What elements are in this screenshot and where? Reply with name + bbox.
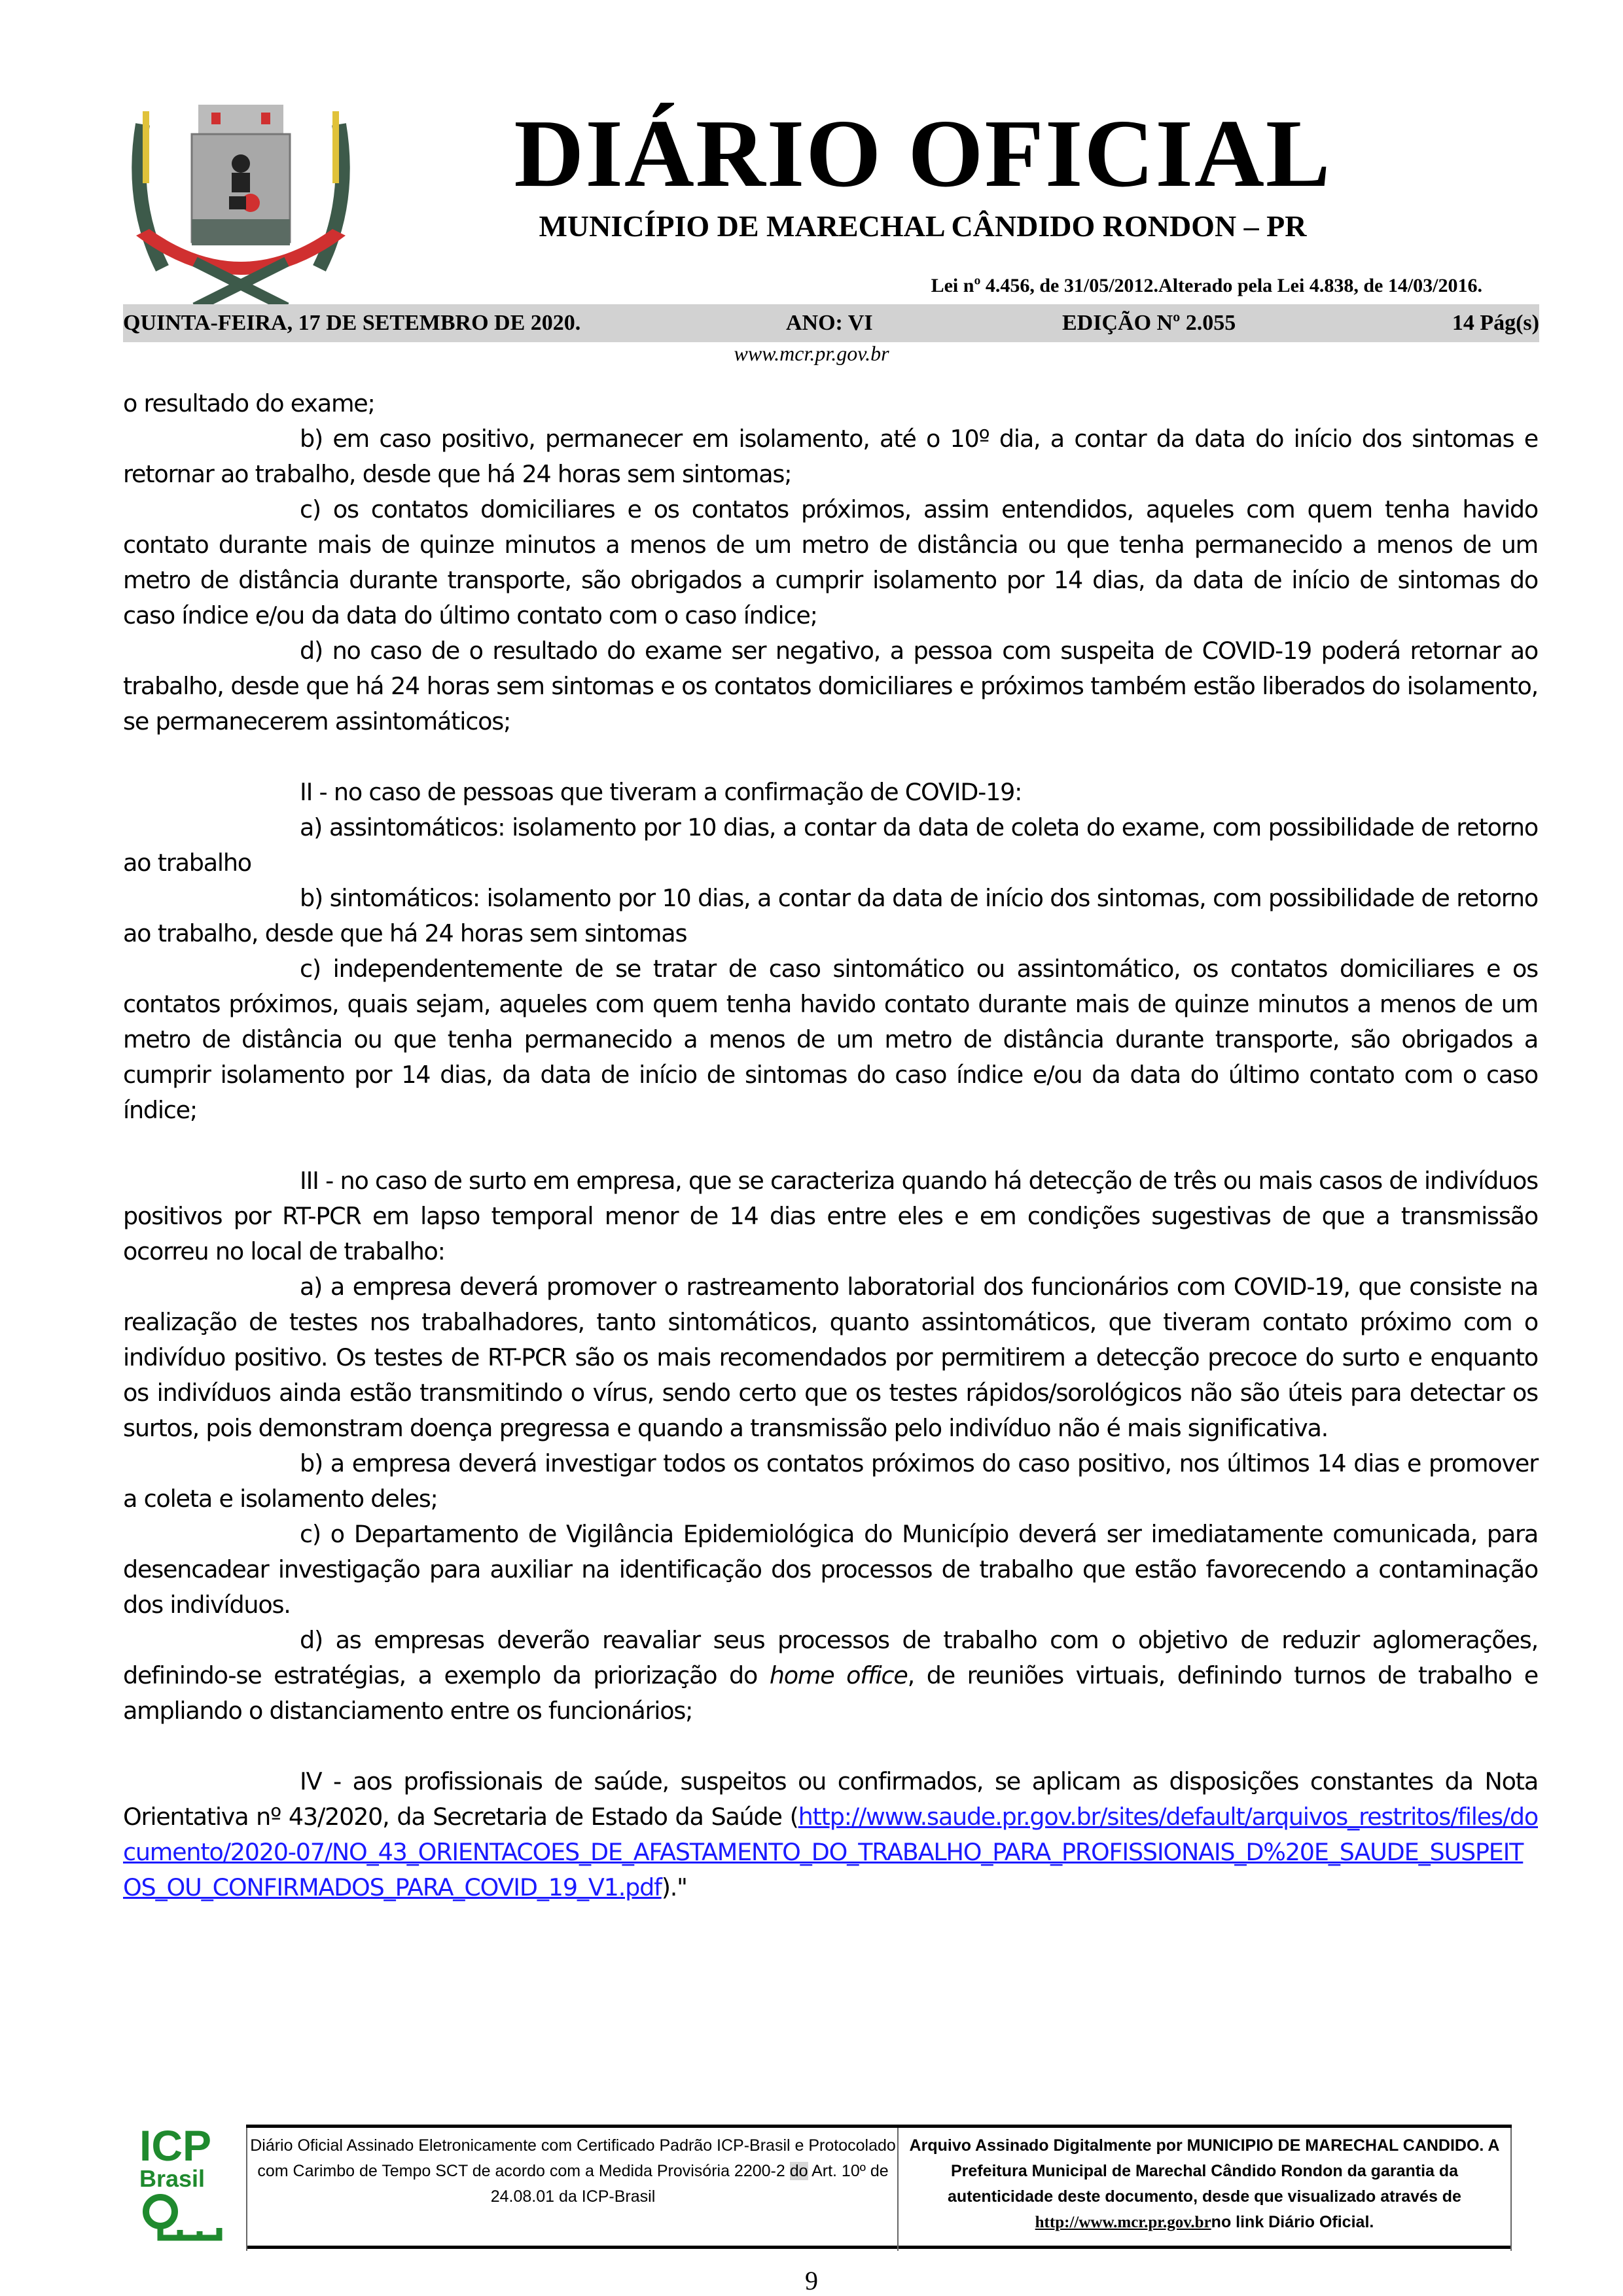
paragraph: c) o Departamento de Vigilância Epidemiológica do Município deverá ser imediatamente comunicada, para desencadear investigação para auxiliar na identificação dos processos de trabalho que estão favorecendo a contaminação dos indivíduos.	[123, 1520, 1538, 1619]
edition-info-bar	[123, 304, 1539, 342]
section-heading: III - no caso de surto em empresa, que se caracteriza quando há detecção de três ou mais casos de indivíduos positivos por RT-PCR em lapso temporal menor de 14 dias entre eles e em condições sugestivas de que a transmissão ocorreu no local de trabalho:	[123, 1167, 1538, 1265]
municipal-coat-of-arms-icon	[123, 98, 359, 314]
signature-notice-box	[246, 2125, 1512, 2249]
website-link[interactable]: www.mcr.pr.gov.br	[734, 342, 889, 365]
authenticity-notice: Arquivo Assinado Digitalmente por MUNICIPIO DE MARECHAL CANDIDO. A Prefeitura Municipal de Marechal Cândido Rondon da garantia da autenticidade deste documento, desde que visualizado através de http://www.mcr.pr.gov.brno link Diário Oficial.	[897, 2128, 1512, 2251]
svg-text:ICP: ICP	[139, 2121, 212, 2170]
page-number: 9	[805, 2266, 818, 2295]
paragraph: b) em caso positivo, permanecer em isolamento, até o 10º dia, a contar da data do início dos sintomas e retornar ao trabalho, desde que há 24 horas sem sintomas;	[123, 425, 1538, 488]
law-reference: Lei nº 4.456, de 31/05/2012.Alterado pela Lei 4.838, de 14/03/2016.	[931, 275, 1482, 296]
paragraph: a) a empresa deverá promover o rastreamento laboratorial dos funcionários com COVID-19, que consiste na realização de testes nos trabalhadores, tanto sintomáticos, quanto assintomáticos, que tiveram contato próximo com o indivíduo positivo. Os testes de RT-PCR são os mais recomendados por permitirem a detecção precoce do surto e enquanto os indivíduos ainda estão transmitindo o vírus, sendo certo que os testes rápidos/sorológicos não são úteis para detectar os surtos, pois demonstram doença pregressa e quando a transmissão pelo indivíduo não é mais significativa.	[123, 1273, 1538, 1442]
page-count: 14 Pág(s)	[1452, 311, 1539, 335]
document-body	[123, 386, 1538, 1905]
issue-date: QUINTA-FEIRA, 17 DE SETEMBRO DE 2020.	[123, 311, 581, 335]
paragraph: b) sintomáticos: isolamento por 10 dias, a contar da data de início dos sintomas, com possibilidade de retorno ao trabalho, desde que há 24 horas sem sintomas	[123, 884, 1538, 947]
paragraph: d) no caso de o resultado do exame ser negativo, a pessoa com suspeita de COVID-19 poderá retornar ao trabalho, desde que há 24 horas sem sintomas e os contatos domiciliares e próximos também estão liberados do isolamento, se permanecerem assintomáticos;	[123, 637, 1538, 735]
section-heading: II - no caso de pessoas que tiveram a confirmação de COVID-19:	[300, 778, 1022, 806]
certificate-notice: Diário Oficial Assinado Eletronicamente com Certificado Padrão ICP-Brasil e Protocolado com Carimbo de Tempo SCT de acordo com a Medida Provisória 2200-2 do Art. 10º de 24.08.01 da ICP-Brasil	[246, 2128, 899, 2251]
nota-orientativa-link[interactable]: http://www.saude.pr.gov.br/sites/default/arquivos_restritos/files/documento/2020-07/NO_43_ORIENTACOES_DE_AFASTAMENTO_DO_TRABALHO_PARA_PROFISSIONAIS_D%20E_SAUDE_SUSPEITOS_OU_CONFIRMADOS_PARA_COVID_19_V1.pdf	[123, 1803, 1538, 1901]
publication-title: DIÁRIO OFICIAL	[514, 100, 1332, 207]
svg-text:Brasil: Brasil	[139, 2165, 205, 2192]
paragraph: o resultado do exame;	[123, 389, 375, 417]
icp-brasil-logo-icon	[134, 2120, 232, 2244]
paragraph: c) independentemente de se tratar de caso sintomático ou assintomático, os contatos domiciliares e os contatos próximos, quais sejam, aqueles com quem tenha havido contato durante mais de quinze minutos a menos de um metro de distância ou que tenha permanecido a menos de um metro de distância durante transporte, são obrigados a cumprir isolamento por 14 dias, da data de início de sintomas do caso índice e/ou da data do último contato com o caso índice;	[123, 955, 1538, 1124]
diario-oficial-link[interactable]: http://www.mcr.pr.gov.br	[1035, 2214, 1211, 2231]
issue-year: ANO: VI	[786, 311, 873, 335]
edition-number: EDIÇÃO Nº 2.055	[1062, 311, 1236, 335]
section-heading: IV - aos profissionais de saúde, suspeitos ou confirmados, se aplicam as disposições constantes da Nota Orientativa nº 43/2020, da Secretaria de Estado da Saúde (http://www.saude.pr.gov.br/sites/default/arquivos_restritos/files/documento/2020-07/NO_43_ORIENTACOES_DE_AFASTAMENTO_DO_TRABALHO_PARA_PROFISSIONAIS_D%20E_SAUDE_SUSPEITOS_OU_CONFIRMADOS_PARA_COVID_19_V1.pdf)."	[123, 1767, 1538, 1901]
paragraph: a) assintomáticos: isolamento por 10 dias, a contar da data de coleta do exame, com possibilidade de retorno ao trabalho	[123, 813, 1538, 877]
municipality-subtitle: MUNICÍPIO DE MARECHAL CÂNDIDO RONDON – PR	[539, 209, 1307, 243]
paragraph: c) os contatos domiciliares e os contatos próximos, assim entendidos, aqueles com quem tenha havido contato durante mais de quinze minutos a menos de um metro de distância ou que tenha permanecido a menos de um metro de distância durante transporte, são obrigados a cumprir isolamento por 14 dias, da data de início de sintomas do caso índice e/ou da data do último contato com o caso índice;	[123, 495, 1538, 629]
paragraph: b) a empresa deverá investigar todos os contatos próximos do caso positivo, nos últimos 14 dias e promover a coleta e isolamento deles;	[123, 1449, 1538, 1513]
paragraph: d) as empresas deverão reavaliar seus processos de trabalho com o objetivo de reduzir aglomerações, definindo-se estratégias, a exemplo da priorização do home office, de reuniões virtuais, definindo turnos de trabalho e ampliando o distanciamento entre os funcionários;	[123, 1626, 1538, 1725]
